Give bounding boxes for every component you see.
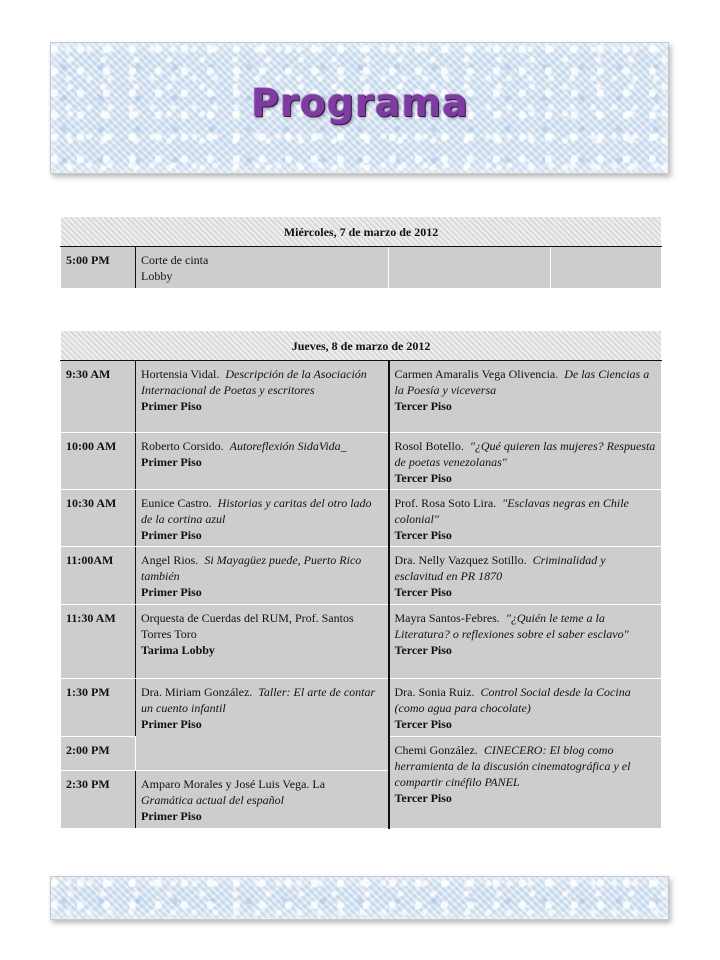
talk-title: Historias y caritas del otro lado de la cortina azul <box>141 496 372 526</box>
speaker: Dra. Sonia Ruiz. <box>394 685 475 699</box>
page-title: Programa <box>251 81 469 125</box>
session-a <box>136 771 389 829</box>
location: Primer Piso <box>141 717 202 731</box>
day-header-row <box>61 217 662 247</box>
location: Tercer Piso <box>394 585 452 599</box>
session-b <box>389 679 662 737</box>
day-header: Jueves, 8 de marzo de 2012 <box>61 331 662 361</box>
schedule-table-thursday <box>60 330 662 829</box>
session-a <box>136 605 389 679</box>
speaker: Hortensia Vidal. <box>141 367 220 381</box>
talk-title: CINECERO: El blog como herramienta de la discusión cinematográfica y el compartir cinéfilo PANEL <box>394 743 631 789</box>
time-cell: 11:30 AM <box>61 605 136 679</box>
event-cell <box>136 247 389 289</box>
speaker: Dra. Nelly Vazquez Sotillo. <box>394 553 527 567</box>
session-a <box>136 547 389 605</box>
session-a <box>136 433 389 490</box>
talk-title: Taller: El arte de contar un cuento infantil <box>141 685 376 715</box>
day-header: Miércoles, 7 de marzo de 2012 <box>61 217 662 247</box>
talk-title: Si Mayagüez puede, Puerto Rico también <box>141 553 362 583</box>
speaker: Rosol Botello. <box>394 439 464 453</box>
location: Primer Piso <box>141 585 202 599</box>
talk-title: Criminalidad y esclavitud en PR 1870 <box>394 553 606 583</box>
speaker: Carmen Amaralis Vega Olivencia. <box>394 367 559 381</box>
location: Primer Piso <box>141 399 202 413</box>
session-b <box>389 605 662 679</box>
location: Tercer Piso <box>394 791 452 805</box>
time-cell: 10:00 AM <box>61 433 136 490</box>
time-cell: 1:30 PM <box>61 679 136 737</box>
session-b <box>389 361 662 433</box>
location: Primer Piso <box>141 528 202 542</box>
table-row <box>61 547 662 605</box>
time-cell: 2:30 PM <box>61 771 136 829</box>
talk-title: Gramática actual del español <box>141 793 284 807</box>
speaker: Prof. Rosa Soto Lira. <box>394 496 497 510</box>
footer-banner <box>50 876 669 920</box>
location: Primer Piso <box>141 809 202 823</box>
talk-title: Autoreflexión SidaVida_ <box>229 439 347 453</box>
session-a <box>136 490 389 547</box>
location: Tercer Piso <box>394 717 452 731</box>
table-row <box>61 247 662 289</box>
speaker: Dra. Miriam González. <box>141 685 253 699</box>
talk-title: Control Social desde la Cocina (como agua para chocolate) <box>394 685 631 715</box>
time-cell: 10:30 AM <box>61 490 136 547</box>
event-place: Lobby <box>141 269 173 283</box>
speaker: Angel Rios. <box>141 553 199 567</box>
speaker: Amparo Morales y José Luis Vega. La <box>141 777 326 791</box>
session-a <box>136 679 389 771</box>
table-row <box>61 490 662 547</box>
event-name: Corte de cinta <box>141 253 209 267</box>
session-a <box>136 361 389 433</box>
empty-cell <box>551 247 662 289</box>
time-cell: 2:00 PM <box>61 737 136 771</box>
speaker: Eunice Castro. <box>141 496 212 510</box>
session-b <box>389 737 662 829</box>
location: Primer Piso <box>141 455 202 469</box>
day-header-row <box>61 331 662 361</box>
empty-cell <box>389 247 551 289</box>
table-row <box>61 433 662 490</box>
speaker: Roberto Corsido. <box>141 439 224 453</box>
talk-title: "¿Quién le teme a la Literatura? o reflexiones sobre el saber esclavo" <box>394 611 629 641</box>
session-b <box>389 547 662 605</box>
session-b <box>389 490 662 547</box>
table-row <box>61 679 662 737</box>
location: Tarima Lobby <box>141 643 215 657</box>
talk-title: Descripción de la Asociación Internacional de Poetas y escritores <box>141 367 367 397</box>
speaker: Mayra Santos-Febres. <box>394 611 500 625</box>
time-cell: 5:00 PM <box>61 247 136 289</box>
speaker: Orquesta de Cuerdas del RUM, Prof. Santos Torres Toro <box>141 611 354 641</box>
time-cell: 9:30 AM <box>61 361 136 433</box>
talk-title: "¿Qué quieren las mujeres? Respuesta de poetas venezolanas" <box>394 439 656 469</box>
location: Tercer Piso <box>394 528 452 542</box>
schedule-table-wednesday <box>60 216 662 289</box>
location: Tercer Piso <box>394 643 452 657</box>
table-row <box>61 361 662 433</box>
talk-title: De las Ciencias a la Poesía y viceversa <box>394 367 650 397</box>
talk-title: "Esclavas negras en Chile colonial" <box>394 496 629 526</box>
speaker: Chemi González. <box>394 743 478 757</box>
time-cell: 11:00AM <box>61 547 136 605</box>
table-row <box>61 605 662 679</box>
location: Tercer Piso <box>394 399 452 413</box>
session-b <box>389 433 662 490</box>
location: Tercer Piso <box>394 471 452 485</box>
